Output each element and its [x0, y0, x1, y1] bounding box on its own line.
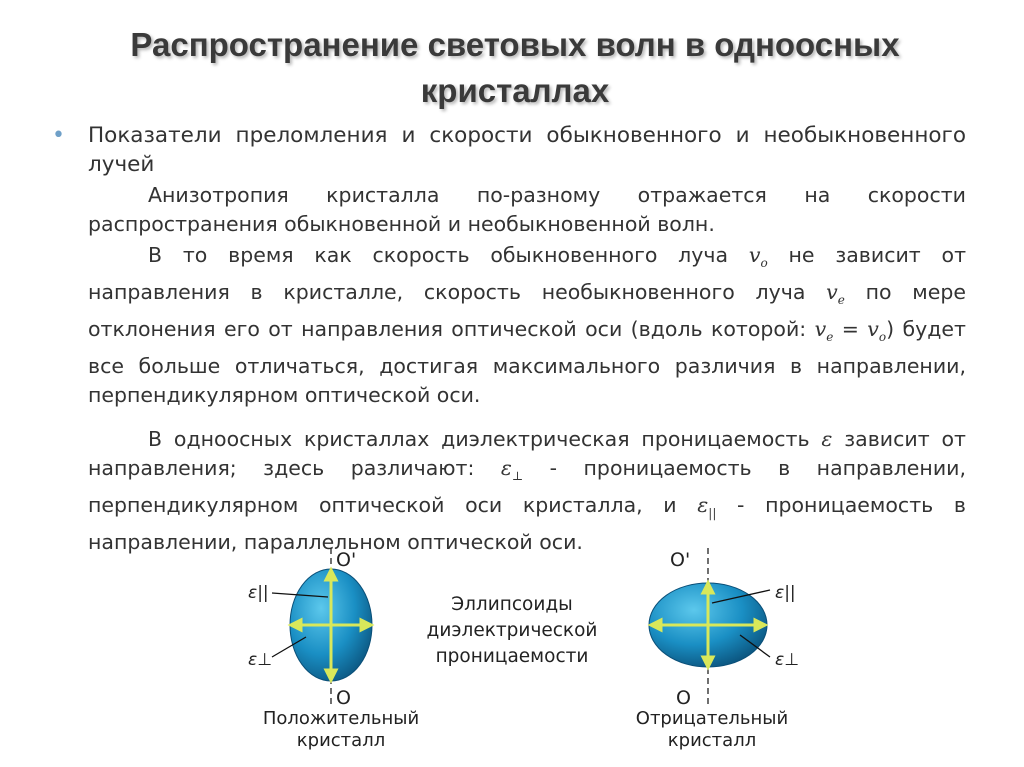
caption-negative-line2: кристалл [667, 730, 757, 751]
slide-title: Распространение световых волн в одноосных кристаллах [130, 26, 900, 109]
label-eps-par-right: ε|| [775, 583, 796, 603]
bullet-heading: Показатели преломления и скорости обыкновенного и необыкновенного лучей [88, 123, 966, 177]
label-top-right: O' [670, 549, 691, 571]
label-eps-perp-right: ε⊥ [775, 650, 799, 670]
label-top-left: O' [336, 549, 357, 571]
label-eps-par-left: ε|| [248, 583, 269, 603]
caption-center-line2: диэлектрической [426, 620, 598, 641]
symbol-eps-perp: $\varepsilon_\perp$ [500, 456, 524, 484]
caption-center-line1: Эллипсоиды [451, 594, 573, 615]
caption-positive-line2: кристалл [296, 730, 386, 751]
label-bottom-right: O [676, 687, 691, 709]
symbol-vo: $v_o$ [748, 243, 768, 271]
bullet-icon: • [52, 123, 65, 148]
symbol-epsilon: ε [821, 427, 833, 451]
caption-positive-line1: Положительный [262, 708, 420, 729]
symbol-ve-eq: $v_e$ [814, 317, 834, 345]
ellipsoid-figure [0, 540, 1024, 767]
paragraph-anisotropy: Анизотропия кристалла по-разному отражается на скорости распространения обыкновенной и необыкновенной волн. [88, 183, 966, 236]
label-eps-perp-left: ε⊥ [248, 650, 272, 670]
symbol-vo-eq: $v_o$ [867, 317, 887, 345]
caption-center-line3: проницаемости [435, 646, 589, 667]
label-bottom-left: O [336, 687, 351, 709]
caption-negative-line1: Отрицательный [635, 708, 789, 729]
symbol-ve: $v_e$ [826, 280, 845, 308]
paragraph-permittivity: В одноосных кристаллах диэлектрическая проницаемость ε зависит от направления; здесь различают: $\varepsilon_\perp$ - проницаемость в направлении, перпендикулярном оптической оси кристалла, и $\varepsilon_{||}$ - проницаемость в направлении, параллельном оптической оси. [88, 427, 966, 555]
paragraph-ray-speeds: В то время как скорость обыкновенного луча $v_o$ не зависит от направления в кристалле, скорость необыкновенного луча $v_e$ по мере отклонения его от направления оптической оси (вдоль которой: $v_e = v_o$) будет все больше отличаться, достигая максимального различия в направлении, перпендикулярном оптической оси. [88, 243, 967, 408]
symbol-eps-par: $\varepsilon_{||}$ [697, 493, 717, 521]
